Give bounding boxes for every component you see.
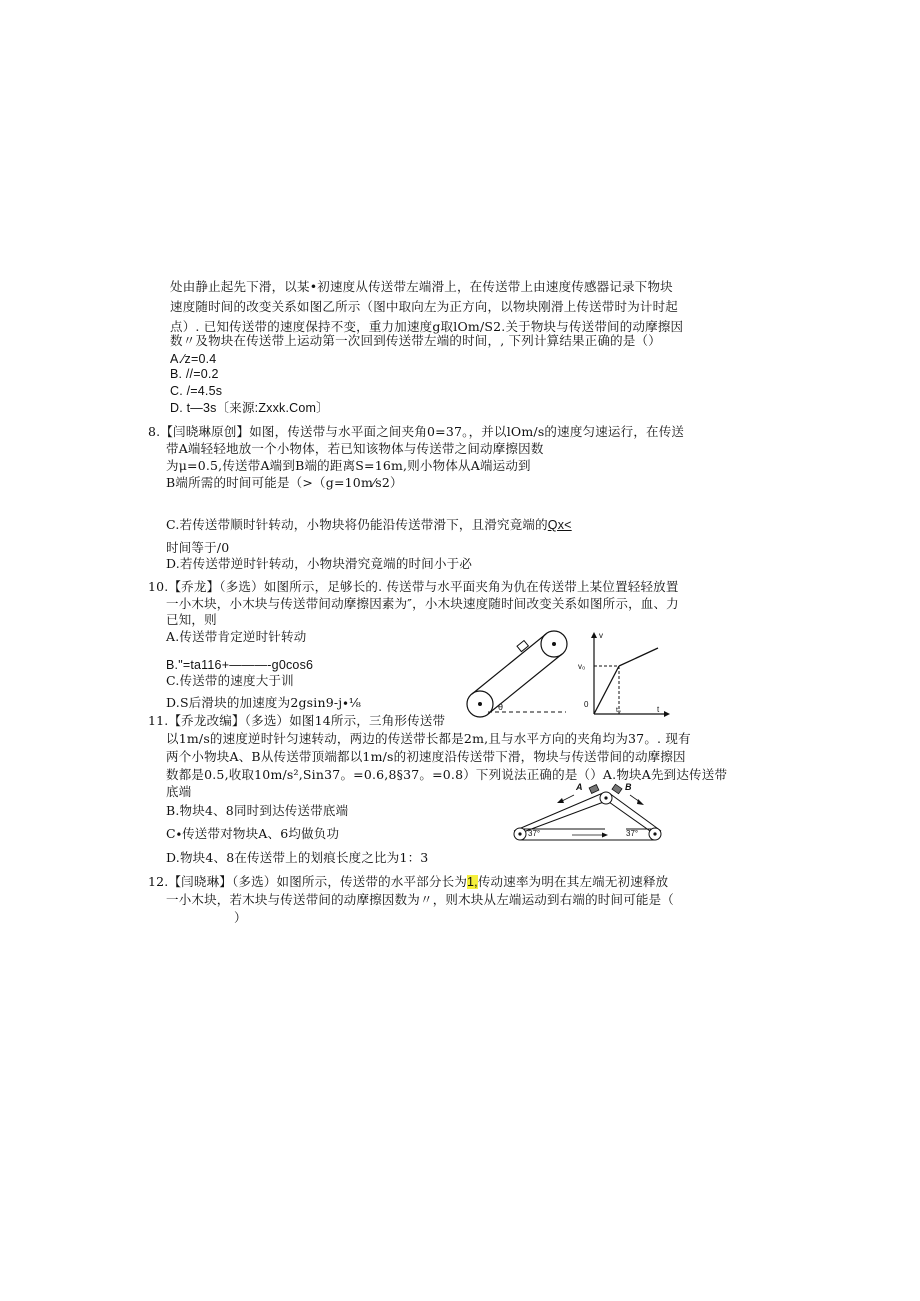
- q12-line-1-pre: 12.【闫晓琳】（多选）如图所示，传送带的水平部分长为: [148, 874, 468, 889]
- q7-option-d: D. t—3s〔来源:Zxxk.Com〕: [170, 401, 329, 415]
- q10-option-b: B."=ta116+———-g0cos6: [166, 658, 314, 672]
- left-belt-inner: [526, 800, 609, 831]
- q12-line-1-post: 传动速率为明在其左端无初速释放: [477, 874, 669, 889]
- q12-line-3: ）: [234, 910, 247, 925]
- q8-option-c: [166, 516, 572, 534]
- right-belt-inner: [609, 802, 650, 831]
- motion-arrow-head: [602, 833, 608, 838]
- inclined-belt-diagram: [467, 631, 567, 717]
- q10-line-3: 已知，则: [166, 612, 217, 627]
- q11-option-b: B.物块4、8同时到达传送带底端: [166, 803, 349, 818]
- q11-line-1: 11.【乔龙改编】（多选）如图14所示，三角形传送带: [148, 713, 446, 728]
- right-pulley-axle: [653, 832, 656, 835]
- q11-line-3: 两个小物块A、B从传送带顶端都以1m/s的初速度沿传送带下滑，物块与传送带间的动摩擦因: [166, 749, 686, 764]
- q11-line-5: 底端: [166, 784, 192, 799]
- q11-line-4: 数都是0.5,收取10m/s²,Sin37。=0.6,8§37。=0.8）下列说法正确的是（）A.物块A先到达传送带: [166, 767, 728, 782]
- q8-option-d: D.若传送带逆时针转动，小物块滑究竟端的时间小于必: [166, 556, 473, 571]
- q10-figure: [466, 628, 676, 720]
- q11-line-2: 以1m/s的速度逆时针匀速转动，两边的传送带长都是2m,且与水平方向的夹角均为37。. 现有: [166, 731, 691, 746]
- q10-option-c: C.传送带的速度大于训: [166, 673, 294, 688]
- q12-highlight: 1,: [467, 875, 478, 889]
- v-axis-arrow: [591, 632, 597, 638]
- q8-line-3: 为μ=0.5,传送带A端到B端的距离S=16m,则小物体从A端运动到: [166, 458, 531, 473]
- block-b-label: B: [625, 782, 632, 792]
- q7-line-2: 速度随时间的改变关系如图乙所示（图中取向左为正方向，以物块刚滑上传送带时为计时起: [170, 299, 679, 314]
- q7-option-c: C. /=4.5s: [170, 384, 223, 398]
- block-a-shape: [589, 785, 599, 794]
- v0-label: v₀: [578, 662, 586, 671]
- q11-option-c: C∙传送带对物块A、6均做负功: [166, 826, 340, 841]
- t-axis-arrow: [664, 711, 670, 717]
- left-belt-outer: [514, 793, 603, 831]
- origin-label: 0: [584, 700, 589, 709]
- q7-option-a: A.⁄z=0.4: [170, 352, 217, 366]
- block-a-label: A: [576, 782, 583, 792]
- q10-line-1: 10.【乔龙】（多选）如图所示，足够长的. 传送带与水平面夹角为仇在传送带上某位置轻轻放置: [148, 579, 679, 594]
- q7-line-4: 数〃及物块在传送带上运动第一次回到传送带左端的时间，, 下列计算结果正确的是（）: [170, 333, 661, 348]
- q8-line-1: 8.【闫晓琳原创】如图，传送带与水平面之间夹角0=37。，并以lOm/s的速度匀速运行，在传送: [148, 424, 685, 439]
- belt-upper: [472, 634, 546, 694]
- bottom-pulley-axle: [478, 702, 482, 706]
- arrow-b-head: [637, 799, 644, 805]
- q8-line-2: 带A端轻轻地放一个小物体，若已知该物体与传送带之间动摩擦因数: [166, 441, 544, 456]
- left-pulley-axle: [518, 832, 521, 835]
- q12-line-2: 一小木块，若木块与传送带间的动摩擦因数为〃，则木块从左端运动到右端的时间可能是（: [166, 892, 675, 907]
- top-pulley-axle: [604, 796, 607, 799]
- arrow-a-head: [557, 798, 564, 803]
- q8-option-c-cont: 时间等于/0: [166, 540, 230, 555]
- q11-option-d: D.物块4、8在传送带上的划痕长度之比为1：3: [166, 850, 429, 865]
- velocity-time-graph: [578, 631, 670, 717]
- q11-figure: [510, 780, 666, 846]
- q8-option-c-main: C.若传送带顺时针转动，小物块将仍能沿传送带滑下，且滑究竟端的: [166, 517, 548, 532]
- theta-label: θ: [498, 702, 504, 712]
- block-b-shape: [612, 784, 622, 794]
- q12-line-1: [148, 873, 668, 891]
- q7-line-3: 点）. 已知传送带的速度保持不变，重力加速度g取lOm/S2.关于物块与传送带间的动摩擦因: [170, 319, 684, 334]
- q7-line-1: 处由静止起先下滑，以某•初速度从传送带左端滑上，在传送带上由速度传感器记录下物块: [170, 279, 673, 294]
- q10-option-d: D.S后滑块的加速度为2gsin9-j∙⅛: [166, 695, 362, 710]
- arrow-a-line: [562, 795, 574, 801]
- top-pulley-axle: [552, 642, 556, 646]
- q10-line-2: 一小木块，小木块与传送带间动摩擦因素为″，小木块速度随时间改变关系如图所示，血、力: [166, 596, 679, 611]
- graph-segment-2: [619, 648, 658, 666]
- right-angle-label: 37°: [626, 829, 639, 838]
- q8-option-c-tail: Qx<: [547, 518, 572, 532]
- t-axis-label: t: [657, 705, 660, 714]
- q10-option-a: A.传送带肯定逆时针转动: [166, 629, 307, 644]
- q7-option-b: B. //=0.2: [170, 367, 219, 381]
- t0-label: t₀: [616, 707, 621, 714]
- left-angle-label: 37°: [528, 829, 541, 838]
- v-axis-label: v: [599, 631, 603, 640]
- q8-line-4: B端所需的时间可能是（>（g=10m⁄s2）: [166, 475, 403, 490]
